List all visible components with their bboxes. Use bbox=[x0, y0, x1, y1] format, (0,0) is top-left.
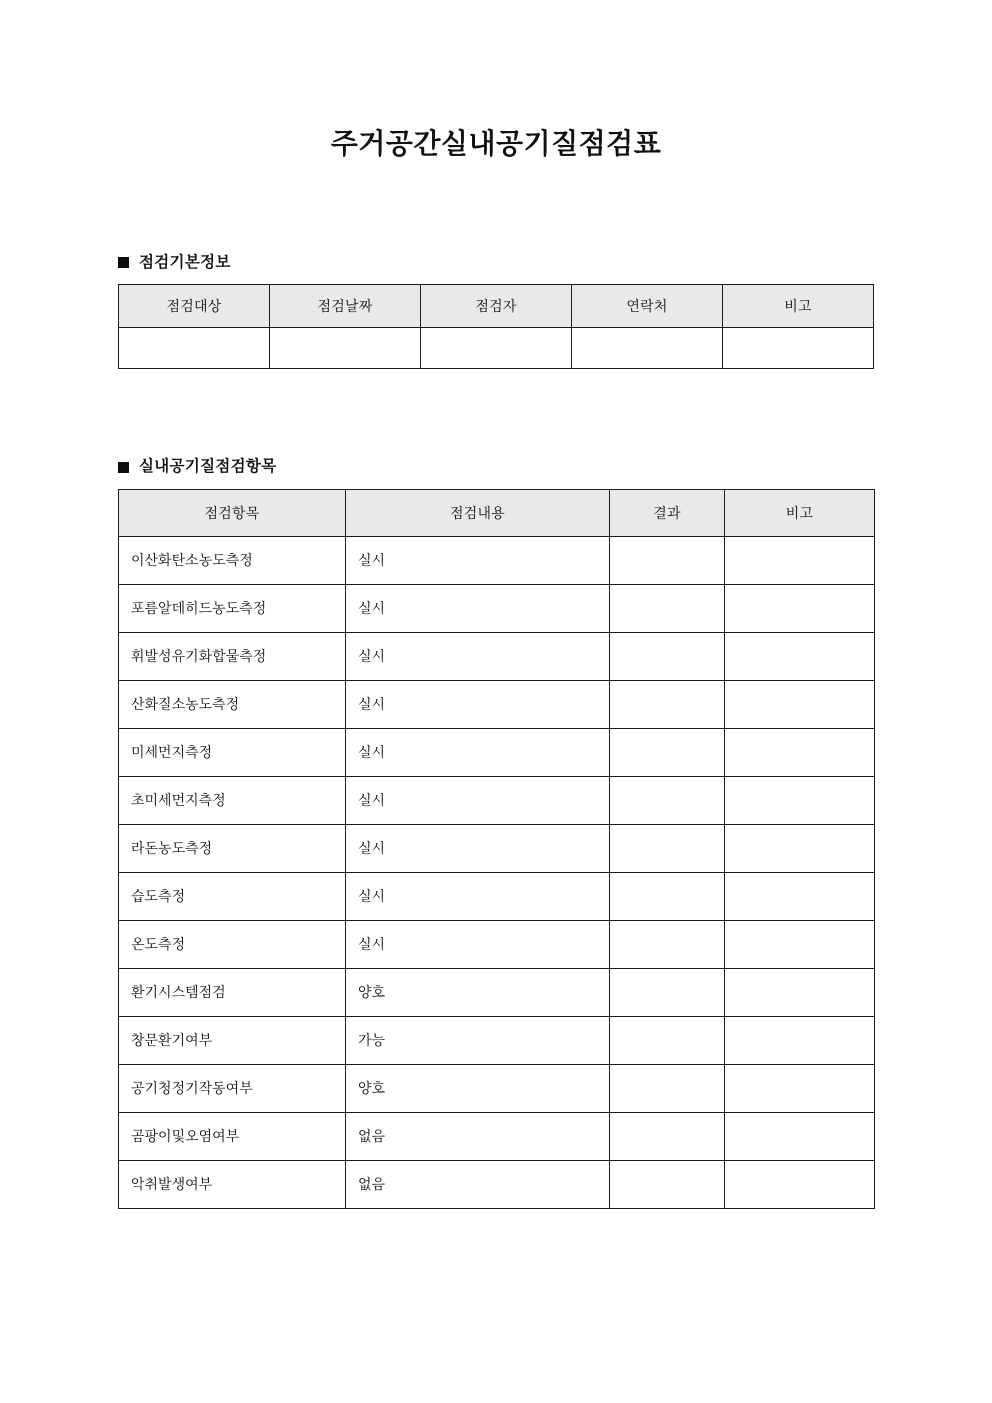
cell-result[interactable] bbox=[610, 872, 725, 920]
cell-remark[interactable] bbox=[725, 1112, 875, 1160]
cell-result[interactable] bbox=[610, 536, 725, 584]
cell-remark[interactable] bbox=[725, 872, 875, 920]
filled-square-bullet-icon bbox=[118, 462, 129, 473]
cell-inspector[interactable] bbox=[421, 328, 572, 369]
cell-check-content: 실시 bbox=[346, 776, 610, 824]
section-heading-label: 점검기본정보 bbox=[139, 252, 231, 271]
column-header-result: 결과 bbox=[610, 489, 725, 536]
cell-check-item: 환기시스템점검 bbox=[119, 968, 346, 1016]
cell-check-item: 포름알데히드농도측정 bbox=[119, 584, 346, 632]
table-row bbox=[119, 1016, 875, 1064]
table-row bbox=[119, 680, 875, 728]
cell-result[interactable] bbox=[610, 1016, 725, 1064]
table-row bbox=[119, 1112, 875, 1160]
table-row bbox=[119, 1160, 875, 1208]
table-header-row bbox=[119, 285, 874, 328]
section-heading-label: 실내공기질점검항목 bbox=[139, 457, 277, 476]
cell-result[interactable] bbox=[610, 632, 725, 680]
basic-info-table-head bbox=[119, 285, 874, 328]
column-header-check-item: 점검항목 bbox=[119, 489, 346, 536]
cell-remark[interactable] bbox=[723, 328, 874, 369]
cell-check-item: 창문환기여부 bbox=[119, 1016, 346, 1064]
cell-result[interactable] bbox=[610, 776, 725, 824]
cell-check-item: 라돈농도측정 bbox=[119, 824, 346, 872]
cell-result[interactable] bbox=[610, 1112, 725, 1160]
cell-check-content: 양호 bbox=[346, 1064, 610, 1112]
cell-result[interactable] bbox=[610, 1064, 725, 1112]
cell-remark[interactable] bbox=[725, 680, 875, 728]
column-header-remark: 비고 bbox=[725, 489, 875, 536]
checklist-table-body bbox=[119, 536, 875, 1208]
cell-contact[interactable] bbox=[572, 328, 723, 369]
cell-result[interactable] bbox=[610, 968, 725, 1016]
cell-check-item: 산화질소농도측정 bbox=[119, 680, 346, 728]
cell-check-content: 없음 bbox=[346, 1160, 610, 1208]
cell-check-content: 실시 bbox=[346, 728, 610, 776]
cell-remark[interactable] bbox=[725, 1160, 875, 1208]
section-heading-basic-info bbox=[118, 252, 874, 271]
cell-remark[interactable] bbox=[725, 536, 875, 584]
column-header-contact: 연락처 bbox=[572, 285, 723, 328]
cell-check-item: 이산화탄소농도측정 bbox=[119, 536, 346, 584]
air-quality-checklist-table bbox=[118, 489, 875, 1209]
cell-check-content: 실시 bbox=[346, 536, 610, 584]
cell-check-content: 실시 bbox=[346, 872, 610, 920]
table-row bbox=[119, 584, 875, 632]
cell-remark[interactable] bbox=[725, 1064, 875, 1112]
column-header-inspection-target: 점검대상 bbox=[119, 285, 270, 328]
basic-info-table-body bbox=[119, 328, 874, 369]
table-row bbox=[119, 968, 875, 1016]
cell-remark[interactable] bbox=[725, 920, 875, 968]
cell-check-content: 없음 bbox=[346, 1112, 610, 1160]
cell-inspection-target[interactable] bbox=[119, 328, 270, 369]
filled-square-bullet-icon bbox=[118, 257, 129, 268]
cell-check-content: 실시 bbox=[346, 920, 610, 968]
table-row bbox=[119, 632, 875, 680]
cell-check-content: 실시 bbox=[346, 680, 610, 728]
column-header-inspector: 점검자 bbox=[421, 285, 572, 328]
cell-check-content: 실시 bbox=[346, 584, 610, 632]
page-title: 주거공간실내공기질점검표 bbox=[330, 127, 662, 160]
table-row bbox=[119, 920, 875, 968]
cell-check-content: 실시 bbox=[346, 632, 610, 680]
cell-remark[interactable] bbox=[725, 728, 875, 776]
cell-remark[interactable] bbox=[725, 968, 875, 1016]
table-row bbox=[119, 328, 874, 369]
table-row bbox=[119, 536, 875, 584]
column-header-inspection-date: 점검날짜 bbox=[270, 285, 421, 328]
table-header-row bbox=[119, 489, 875, 536]
cell-check-item: 습도측정 bbox=[119, 872, 346, 920]
table-row bbox=[119, 728, 875, 776]
checklist-table-head bbox=[119, 489, 875, 536]
cell-check-content: 가능 bbox=[346, 1016, 610, 1064]
cell-result[interactable] bbox=[610, 680, 725, 728]
cell-result[interactable] bbox=[610, 1160, 725, 1208]
cell-remark[interactable] bbox=[725, 632, 875, 680]
cell-check-item: 휘발성유기화합물측정 bbox=[119, 632, 346, 680]
cell-result[interactable] bbox=[610, 824, 725, 872]
cell-check-item: 곰팡이및오염여부 bbox=[119, 1112, 346, 1160]
cell-result[interactable] bbox=[610, 920, 725, 968]
cell-inspection-date[interactable] bbox=[270, 328, 421, 369]
cell-check-item: 미세먼지측정 bbox=[119, 728, 346, 776]
cell-remark[interactable] bbox=[725, 776, 875, 824]
table-row bbox=[119, 872, 875, 920]
cell-check-content: 양호 bbox=[346, 968, 610, 1016]
cell-check-item: 공기청정기작동여부 bbox=[119, 1064, 346, 1112]
cell-check-item: 악취발생여부 bbox=[119, 1160, 346, 1208]
section-heading-checklist bbox=[118, 459, 874, 475]
cell-remark[interactable] bbox=[725, 824, 875, 872]
basic-info-table bbox=[118, 284, 874, 369]
cell-result[interactable] bbox=[610, 584, 725, 632]
cell-check-item: 온도측정 bbox=[119, 920, 346, 968]
table-row bbox=[119, 824, 875, 872]
cell-check-content: 실시 bbox=[346, 824, 610, 872]
table-row bbox=[119, 776, 875, 824]
table-row bbox=[119, 1064, 875, 1112]
cell-check-item: 초미세먼지측정 bbox=[119, 776, 346, 824]
column-header-check-content: 점검내용 bbox=[346, 489, 610, 536]
cell-remark[interactable] bbox=[725, 584, 875, 632]
cell-result[interactable] bbox=[610, 728, 725, 776]
cell-remark[interactable] bbox=[725, 1016, 875, 1064]
column-header-remark: 비고 bbox=[723, 285, 874, 328]
